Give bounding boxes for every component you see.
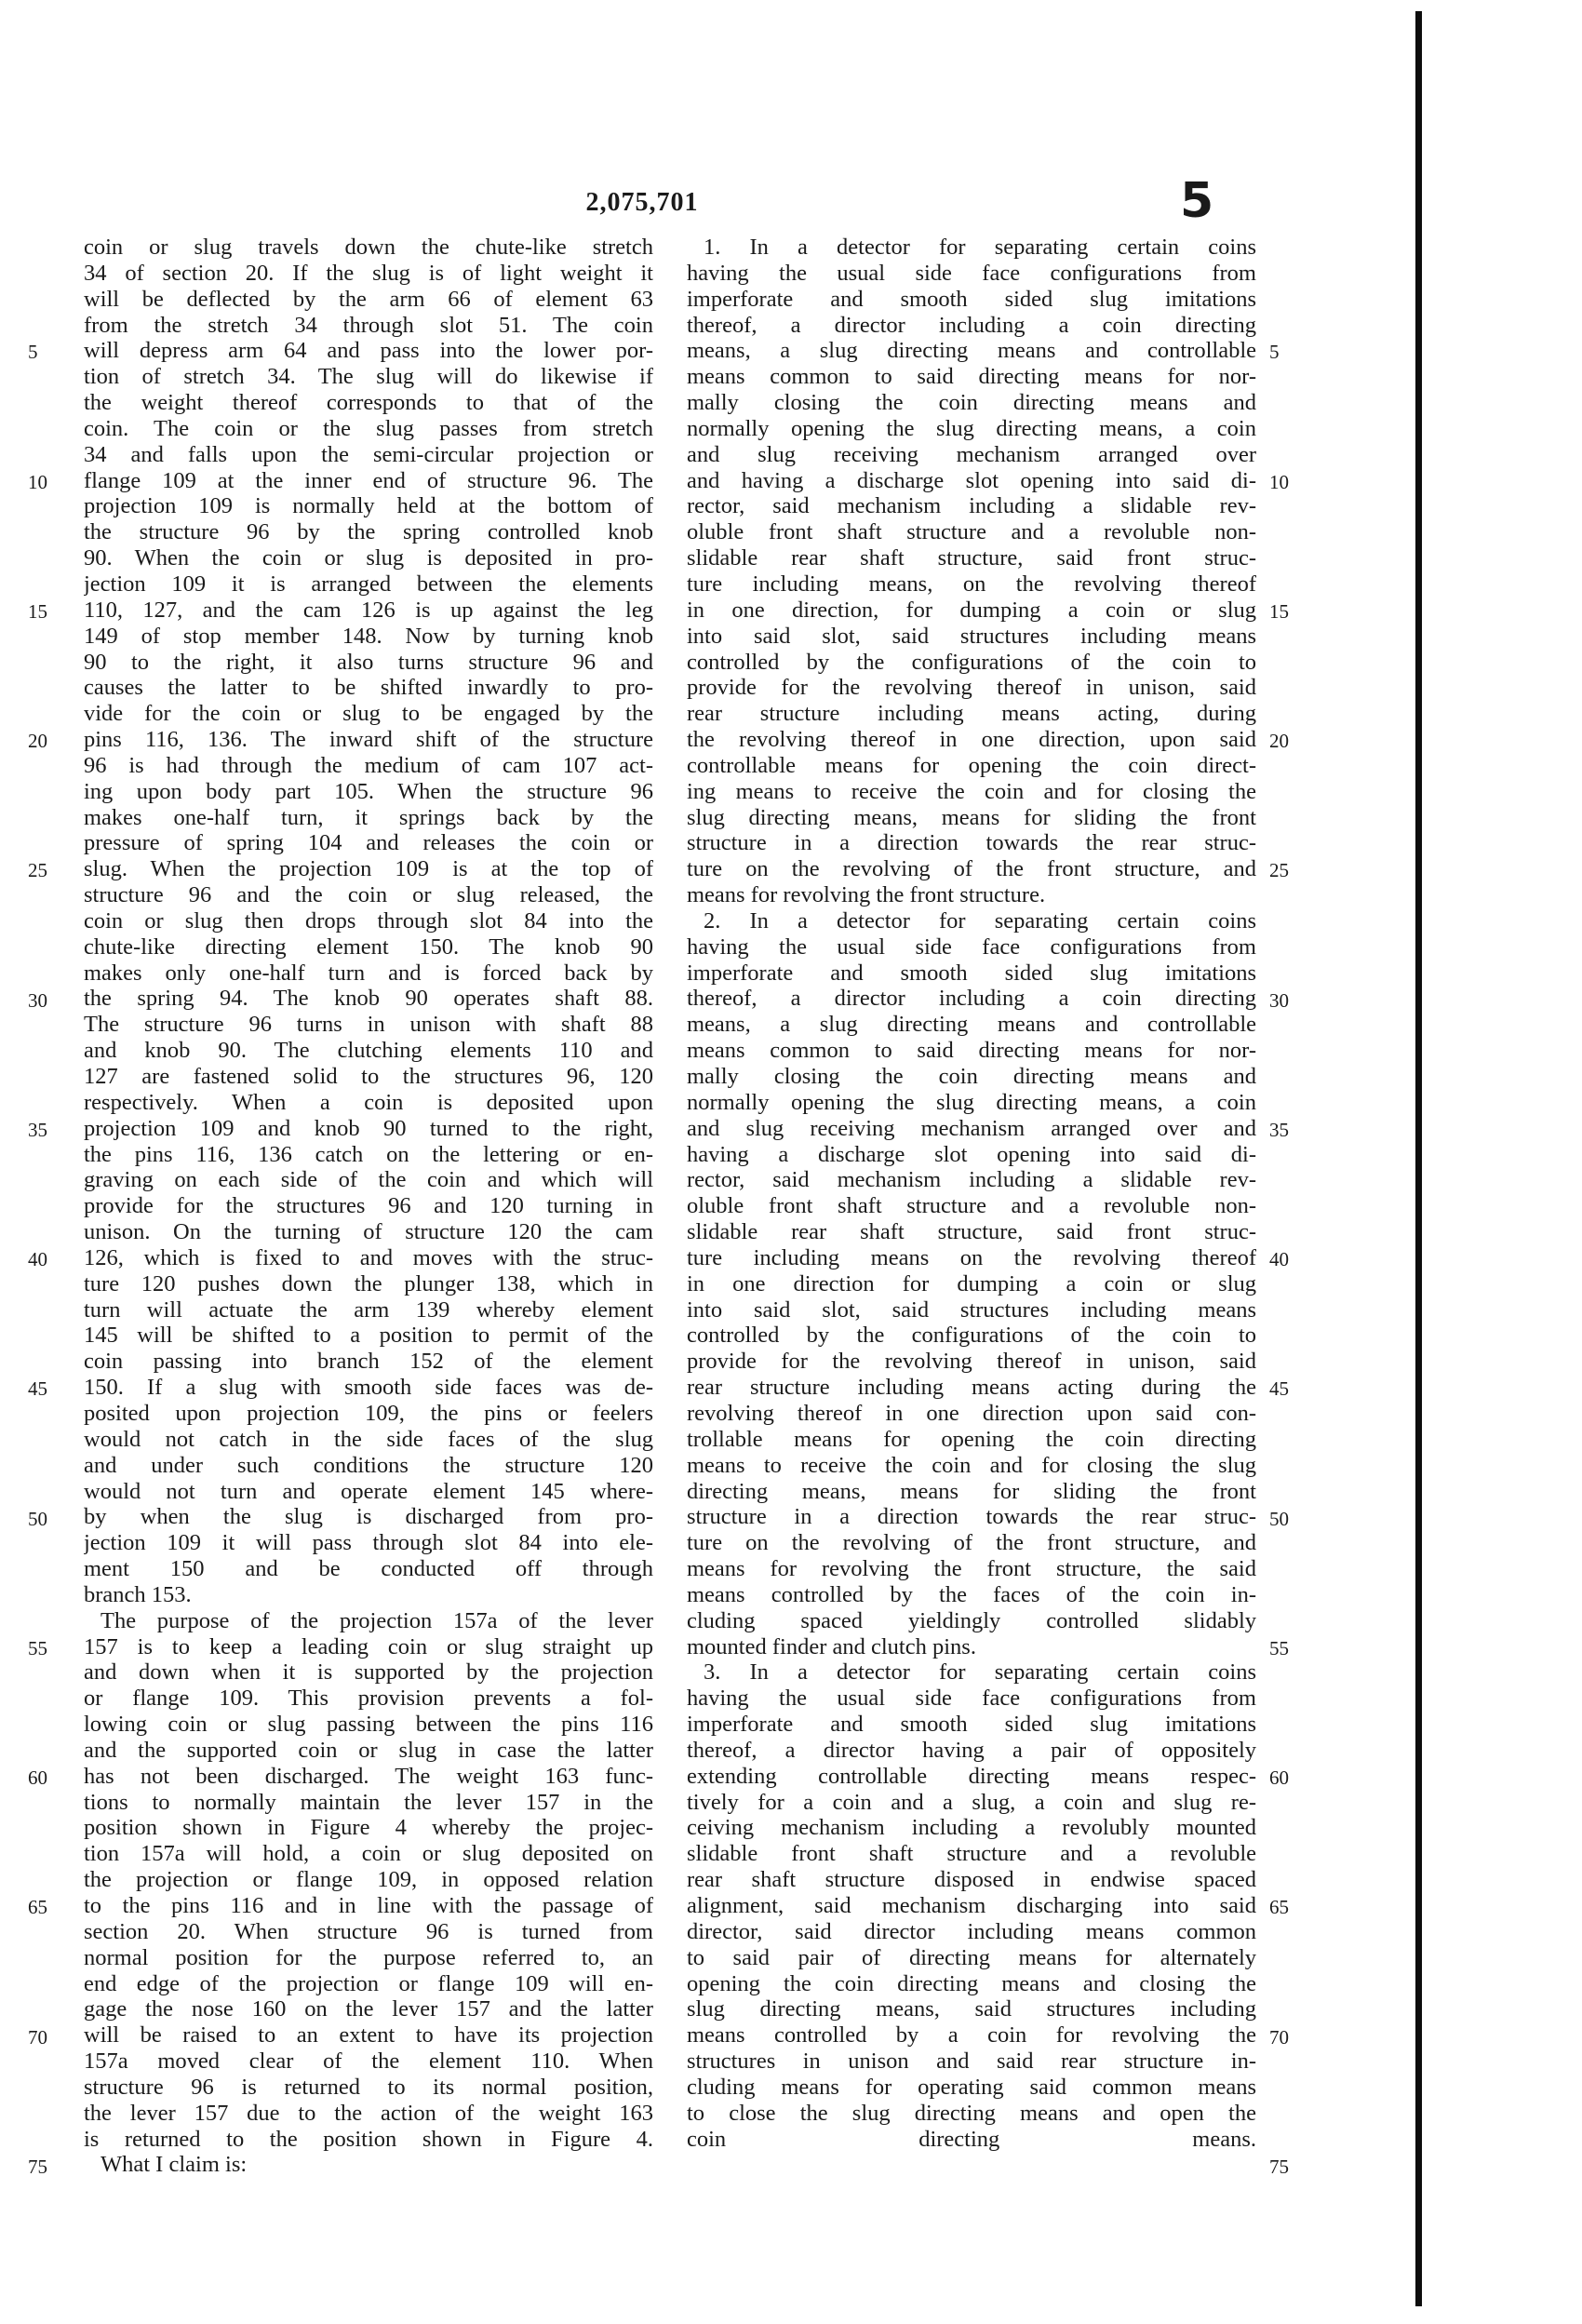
text-line: means common to said directing means for nor- [687,364,1256,390]
text-line: 157 is to keep a leading coin or slug straight up [84,1633,653,1659]
line-number-right: 30 [1269,988,1289,1012]
text-line: section 20. When structure 96 is turned from [84,1918,653,1944]
text-line: would not catch in the side faces of the slug [84,1426,653,1452]
text-line: ture including means, on the revolving thereof [687,571,1256,597]
text-line: 96 is had through the medium of cam 107 act- [84,752,653,778]
text-line: mally closing the coin directing means and [687,1064,1256,1089]
text-line: mally closing the coin directing means and [687,390,1256,416]
text-line: from the stretch 34 through slot 51. The coin [84,312,653,338]
line-number-right: 45 [1269,1377,1289,1401]
text-line: to the pins 116 and in line with the passage of [84,1893,653,1918]
text-line: and down when it is supported by the projection [84,1659,653,1686]
line-number-left: 30 [28,988,47,1012]
text-line: coin passing into branch 152 of the element [84,1349,653,1375]
text-line: imperforate and smooth sided slug imitations [687,286,1256,312]
text-line: structure in a direction towards the rear struc- [687,830,1256,856]
vertical-rule [1415,11,1422,2306]
text-line: 127 are fastened solid to the structures 96, 120 [84,1064,653,1089]
text-line: 34 of section 20. If the slug is of light weight it [84,260,653,286]
text-line: provide for the revolving thereof in unison, said [687,675,1256,701]
line-number-right: 10 [1269,470,1289,493]
text-line: controlled by the configurations of the coin to [687,649,1256,675]
text-line: the weight thereof corresponds to that of the [84,390,653,416]
text-line: the projection or flange 109, in opposed relation [84,1867,653,1893]
text-line: into said slot, said structures including means [687,623,1256,649]
text-line: tion of stretch 34. The slug will do likewise if [84,364,653,390]
text-line: ing upon body part 105. When the structure 96 [84,778,653,804]
text-line: causes the latter to be shifted inwardly to pro- [84,675,653,701]
text-line: means controlled by a coin for revolving the [687,2022,1256,2049]
text-line: to close the slug directing means and open the [687,2100,1256,2126]
text-line: means to receive the coin and for closing the slug [687,1452,1256,1478]
line-number-left: 70 [28,2025,47,2049]
text-line: rear structure including means acting during the [687,1375,1256,1401]
text-line: thereof, a director including a coin directing [687,312,1256,338]
text-line: ture including means on the revolving thereof [687,1244,1256,1270]
text-line: jection 109 it is arranged between the elements [84,571,653,597]
text-line: 90. When the coin or slug is deposited in pro- [84,545,653,571]
text-line: tion 157a will hold, a coin or slug deposited on [84,1841,653,1867]
text-line: thereof, a director including a coin directing [687,986,1256,1012]
text-line: gage the nose 160 on the lever 157 and the latter [84,1996,653,2022]
text-line: means for revolving the front structure. [687,882,1046,908]
text-line: ture 120 pushes down the plunger 138, which in [84,1270,653,1296]
line-number-left: 75 [28,2155,47,2178]
text-line: tions to normally maintain the lever 157 in the [84,1789,653,1815]
page-number: 5 [1180,173,1214,229]
text-line: turn will actuate the arm 139 whereby element [84,1296,653,1323]
text-line: lowing coin or slug passing between the pins 116 [84,1712,653,1738]
text-line: vide for the coin or slug to be engaged by the [84,701,653,727]
text-line: 110, 127, and the cam 126 is up against the leg [84,597,653,623]
text-line: thereof, a director having a pair of oppositely [687,1737,1256,1763]
text-line: and under such conditions the structure 120 [84,1452,653,1478]
line-number-right: 20 [1269,730,1289,753]
text-line: tively for a coin and a slug, a coin and slug re- [687,1789,1256,1815]
text-line: 34 and falls upon the semi-circular projection or [84,441,653,467]
line-number-right: 40 [1269,1248,1289,1271]
text-line: rector, said mechanism including a slidable rev- [687,493,1256,519]
text-line: revolving thereof in one direction upon said con- [687,1400,1256,1426]
line-number-right: 65 [1269,1896,1289,1919]
text-line: director, said director including means common [687,1918,1256,1944]
line-number-left: 35 [28,1118,47,1141]
text-line: structure 96 is returned to its normal position, [84,2074,653,2100]
line-number-left: 15 [28,599,47,623]
text-line: rear shaft structure disposed in endwise spaced [687,1867,1256,1893]
text-line: The structure 96 turns in unison with shaft 88 [84,1012,653,1038]
text-line: slidable rear shaft structure, said front struc- [687,545,1256,571]
text-line: in one direction, for dumping a coin or slug [687,597,1256,623]
line-number-right: 60 [1269,1767,1289,1790]
text-line: slidable front shaft structure and a revoluble [687,1841,1256,1867]
text-line: the structure 96 by the spring controlled knob [84,519,653,545]
text-line: imperforate and smooth sided slug imitations [687,960,1256,986]
text-line: would not turn and operate element 145 where- [84,1478,653,1504]
line-number-right: 55 [1269,1636,1289,1659]
text-line: slug directing means, said structures including [687,1996,1256,2022]
text-line: 1. In a detector for separating certain coins [704,235,1256,260]
text-line: ture on the revolving of the front structure, and [687,856,1256,882]
text-line: 157a moved clear of the element 110. When [84,2049,653,2075]
text-line: projection 109 is normally held at the bottom of [84,493,653,519]
line-number-right: 5 [1269,341,1280,364]
text-line: structures in unison and said rear structure in- [687,2049,1256,2075]
text-line: slidable rear shaft structure, said front struc- [687,1219,1256,1245]
right-column [687,235,1256,2152]
text-line: 150. If a slug with smooth side faces was de- [84,1375,653,1401]
text-line: in one direction for dumping a coin or slug [687,1270,1256,1296]
text-line: branch 153. [84,1581,192,1607]
text-line: posited upon projection 109, the pins or feelers [84,1400,653,1426]
text-line: normally opening the slug directing means, a coin [687,415,1256,441]
text-line: slug. When the projection 109 is at the top of [84,856,653,882]
text-line: having the usual side face configurations from [687,260,1256,286]
text-line: and slug receiving mechanism arranged over [687,441,1256,467]
text-line: means, a slug directing means and controllable [687,338,1256,364]
line-number-right: 70 [1269,2025,1289,2049]
text-line: makes one-half turn, it springs back by the [84,804,653,830]
text-line: will be raised to an extent to have its projection [84,2022,653,2049]
text-line: makes only one-half turn and is forced back by [84,960,653,986]
line-number-right: 75 [1269,2155,1289,2178]
line-number-right: 50 [1269,1507,1289,1530]
text-line: unison. On the turning of structure 120 the cam [84,1219,653,1245]
text-line: 149 of stop member 148. Now by turning knob [84,623,653,649]
text-line: provide for the revolving thereof in unison, said [687,1349,1256,1375]
text-line: coin. The coin or the slug passes from stretch [84,415,653,441]
text-line: mounted finder and clutch pins. [687,1633,976,1659]
text-line: to said pair of directing means for alternately [687,1944,1256,1970]
text-line: extending controllable directing means respec- [687,1763,1256,1789]
patent-number: 2,075,701 [585,188,699,217]
text-line: structure in a direction towards the rear struc- [687,1504,1256,1530]
text-line: cluding means for operating said common means [687,2074,1256,2100]
text-line: jection 109 it will pass through slot 84 into ele- [84,1530,653,1556]
text-line: pins 116, 136. The inward shift of the structure [84,727,653,753]
text-line: has not been discharged. The weight 163 func- [84,1763,653,1789]
text-line: by when the slug is discharged from pro- [84,1504,653,1530]
text-line: and knob 90. The clutching elements 110 and [84,1038,653,1064]
text-line: cluding spaced yieldingly controlled slidably [687,1607,1256,1633]
text-line: 3. In a detector for separating certain coins [704,1659,1256,1686]
text-line: flange 109 at the inner end of structure 96. The [84,467,653,493]
text-line: What I claim is: [101,2152,248,2178]
text-line: means for revolving the front structure, the said [687,1556,1256,1582]
text-line: means common to said directing means for nor- [687,1038,1256,1064]
text-line: means, a slug directing means and controllable [687,1012,1256,1038]
text-line: oluble front shaft structure and a revoluble non- [687,1193,1256,1219]
text-line: 145 will be shifted to a position to permit of the [84,1323,653,1349]
line-number-left: 5 [28,341,38,364]
text-line: position shown in Figure 4 whereby the projec- [84,1815,653,1841]
text-line: will be deflected by the arm 66 of element 63 [84,286,653,312]
text-line: graving on each side of the coin and which will [84,1167,653,1193]
text-line: imperforate and smooth sided slug imitations [687,1712,1256,1738]
text-line: having a discharge slot opening into said di- [687,1141,1256,1167]
line-number-right: 15 [1269,599,1289,623]
line-number-left: 10 [28,470,47,493]
text-line: and having a discharge slot opening into said di- [687,467,1256,493]
text-line: ing means to receive the coin and for closing the [687,778,1256,804]
text-line: provide for the structures 96 and 120 turning in [84,1193,653,1219]
text-line: ture on the revolving of the front structure, and [687,1530,1256,1556]
line-number-left: 60 [28,1767,47,1790]
text-line: coin or slug travels down the chute-like stretch [84,235,653,260]
line-number-right: 25 [1269,859,1289,882]
line-number-left: 65 [28,1896,47,1919]
text-line: and the supported coin or slug in case the latter [84,1737,653,1763]
text-line: will depress arm 64 and pass into the lower por- [84,338,653,364]
text-line: into said slot, said structures including means [687,1296,1256,1323]
text-line: rector, said mechanism including a slidable rev- [687,1167,1256,1193]
text-line: the spring 94. The knob 90 operates shaft 88. [84,986,653,1012]
text-line: means controlled by the faces of the coin in- [687,1581,1256,1607]
text-line: end edge of the projection or flange 109 will en- [84,1970,653,1996]
text-line: chute-like directing element 150. The knob 90 [84,934,653,960]
text-line: rear structure including means acting, during [687,701,1256,727]
text-line: 2. In a detector for separating certain coins [704,907,1256,934]
text-line: coin or slug then drops through slot 84 into the [84,907,653,934]
line-number-right: 35 [1269,1118,1289,1141]
text-line: coin directing means. [687,2126,1256,2152]
text-line: is returned to the position shown in Figure 4. [84,2126,653,2152]
text-line: directing means, means for sliding the front [687,1478,1256,1504]
text-line: 90 to the right, it also turns structure 96 and [84,649,653,675]
line-number-left: 25 [28,859,47,882]
text-line: controlled by the configurations of the coin to [687,1323,1256,1349]
text-line: structure 96 and the coin or slug released, the [84,882,653,908]
text-line: pressure of spring 104 and releases the coin or [84,830,653,856]
line-number-left: 20 [28,730,47,753]
text-line: normally opening the slug directing means, a coin [687,1089,1256,1115]
text-line: the revolving thereof in one direction, upon said [687,727,1256,753]
text-line: The purpose of the projection 157a of the lever [101,1607,653,1633]
text-line: projection 109 and knob 90 turned to the right, [84,1115,653,1141]
text-line: respectively. When a coin is deposited upon [84,1089,653,1115]
text-line: and slug receiving mechanism arranged over and [687,1115,1256,1141]
text-line: trollable means for opening the coin directing [687,1426,1256,1452]
text-line: 126, which is fixed to and moves with the struc- [84,1244,653,1270]
line-number-left: 45 [28,1377,47,1401]
text-line: alignment, said mechanism discharging into said [687,1893,1256,1918]
text-line: ceiving mechanism including a revolubly mounted [687,1815,1256,1841]
line-number-left: 50 [28,1507,47,1530]
text-line: normal position for the purpose referred to, an [84,1944,653,1970]
line-number-left: 40 [28,1248,47,1271]
left-column [84,235,653,2178]
text-line: oluble front shaft structure and a revoluble non- [687,519,1256,545]
text-line: having the usual side face configurations from [687,1686,1256,1712]
text-line: ment 150 and be conducted off through [84,1556,653,1582]
line-number-left: 55 [28,1636,47,1659]
text-line: controllable means for opening the coin direct- [687,752,1256,778]
text-line: slug directing means, means for sliding the front [687,804,1256,830]
text-line: or flange 109. This provision prevents a fol- [84,1686,653,1712]
text-line: opening the coin directing means and closing the [687,1970,1256,1996]
text-line: the lever 157 due to the action of the weight 163 [84,2100,653,2126]
text-line: the pins 116, 136 catch on the lettering or en- [84,1141,653,1167]
text-line: having the usual side face configurations from [687,934,1256,960]
